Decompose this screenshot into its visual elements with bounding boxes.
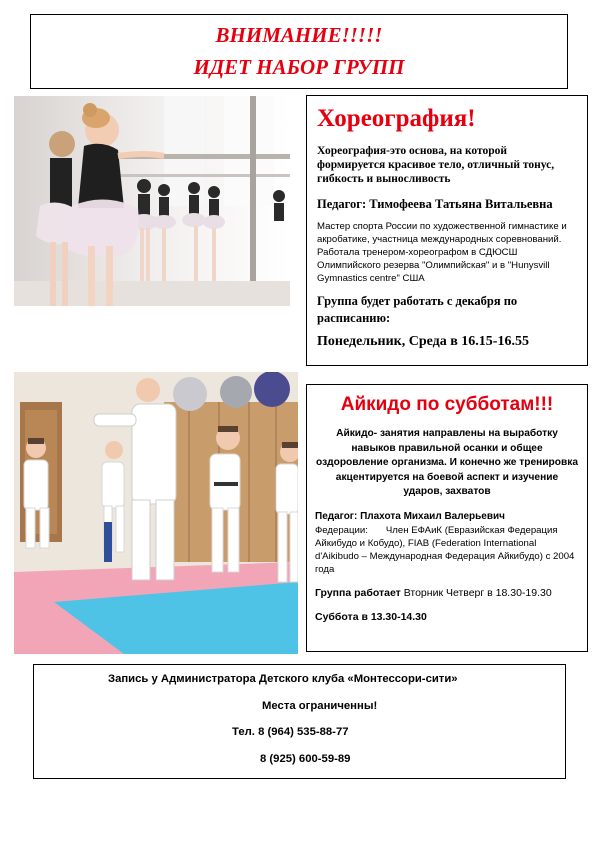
phone-number-2: 8 (925) 600-59-89	[260, 753, 351, 765]
contact-box	[33, 664, 566, 779]
choreography-teacher: Педагог: Тимофеева Татьяна Витальевна	[317, 197, 553, 211]
aikido-info-box	[306, 384, 588, 652]
aikido-teacher: Педагог: Плахота Михаил Валерьевич	[315, 510, 505, 522]
announcement-line-1: ВНИМАНИЕ!!!!!	[215, 23, 383, 47]
aikido-description: Айкидо- занятия направлены на выработку навыков правильной осанки и общее оздоровление организма. И конечно же тренировка акцентируется на боевой аспект и изучение ударов, захватов	[315, 428, 579, 497]
choreography-schedule: Понедельник, Среда в 16.15-16.55	[317, 334, 529, 349]
aikido-federations-text: Член ЕФАиК (Евразийская Федерация Айкибудо и Кобудо), FIAB (Federation International d'Aikibudo – Международная Федерация Айкибудо) с 2004 года	[315, 524, 575, 575]
choreography-description: Хореография-это основа, на которой формируется красивое тело, отличный тонус, гибкость и выносливость	[317, 145, 555, 185]
aikido-group-label: Группа работает	[315, 586, 401, 599]
phone-number-1: Тел. 8 (964) 535-88-77	[232, 726, 349, 738]
choreography-group-note: Группа будет работать с декабря по расписанию:	[317, 294, 518, 325]
ballet-class-photo	[14, 96, 290, 306]
choreography-teacher-bio: Мастер спорта России по художественной гимнастике и акробатике, участница международных соревнований. Работала тренером-хореографом в СДЮСШ Олимпийского резерва "Олимпийская" и в "Hunysvill Gymnastics centre" США	[317, 221, 567, 284]
aikido-group-schedule	[315, 586, 579, 600]
aikido-group-times: Вторник Четверг в 18.30-19.30	[403, 586, 552, 599]
aikido-federations	[315, 524, 579, 576]
choreography-info-box	[306, 95, 588, 366]
choreography-title: Хореография!	[317, 105, 476, 132]
aikido-class-photo	[14, 372, 298, 654]
aikido-saturday-schedule: Суббота в 13.30-14.30	[315, 610, 427, 623]
aikido-federations-label: Федерации:	[315, 524, 368, 536]
signup-note: Запись у Администратора Детского клуба «Монтессори-сити»	[108, 673, 458, 685]
aikido-title: Айкидо по субботам!!!	[340, 394, 554, 415]
limited-places-note: Места ограниченны!	[262, 700, 378, 712]
announcement-header	[30, 14, 568, 89]
announcement-line-2: ИДЕТ НАБОР ГРУПП	[193, 55, 405, 79]
